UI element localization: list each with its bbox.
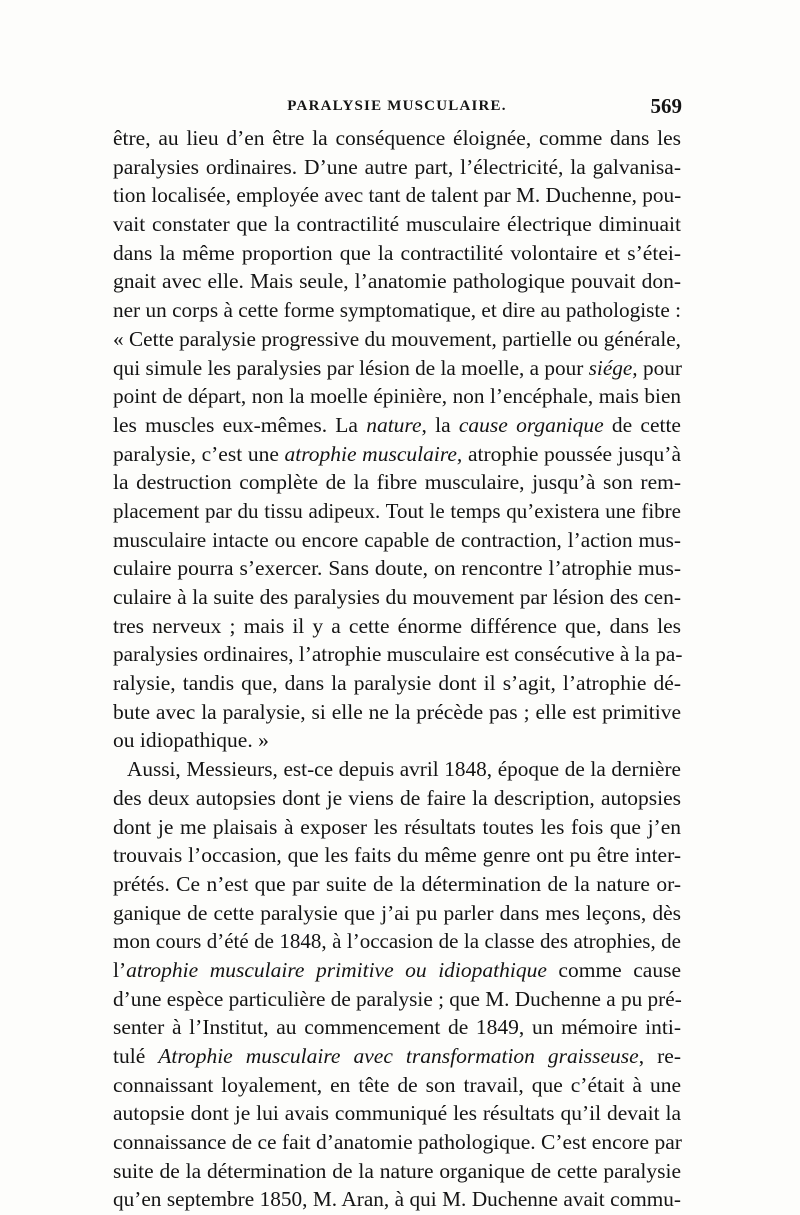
text-segment: connaissant loyalement, en tête de son travail, que c’était à une <box>113 1072 681 1097</box>
text-segment: tulé <box>113 1044 159 1068</box>
text-line <box>113 124 681 153</box>
text-line <box>113 640 681 669</box>
text-segment: mon cours d’été de 1848, à l’occasion de la classe des atrophies, de <box>113 929 681 954</box>
text-line <box>113 296 681 325</box>
text-segment: tres nerveux ; mais il y a cette énorme différence que, dans les <box>113 613 681 638</box>
text-segment: , re- <box>638 1044 681 1068</box>
text-line <box>113 870 681 899</box>
text-segment: bute avec la paralysie, si elle ne la précède pas ; elle est primitive <box>113 699 681 724</box>
text-line <box>113 325 681 354</box>
text-segment: ner un corps à cette forme symptomatique, et dire au pathologiste : <box>113 298 681 323</box>
text-segment: connaissance de ce fait d’anatomie pathologique. C’est encore par <box>113 1130 682 1155</box>
text-segment: culaire à la suite des paralysies du mouvement par lésion des cen- <box>113 585 681 609</box>
running-title: PARALYSIE MUSCULAIRE. <box>287 98 507 114</box>
text-segment: senter à l’Institut, au commencement de 1849, un mémoire inti- <box>113 1015 681 1040</box>
text-line <box>113 1128 681 1157</box>
text-segment: ganique de cette paralysie que j’ai pu parler dans mes leçons, dès <box>113 900 681 925</box>
text-segment: d’une espèce particulière de paralysie ; que M. Duchenne a pu pré- <box>113 986 682 1011</box>
text-segment: trouvais l’occasion, que les faits du même genre ont pu être inter- <box>113 843 681 868</box>
text-line <box>113 956 681 985</box>
italic-text: atrophie musculaire primitive ou idiopathique <box>126 957 547 982</box>
text-line <box>113 841 681 870</box>
text-segment: gnait avec elle. Mais seule, l’anatomie pathologique pouvait don- <box>113 269 681 294</box>
text-segment: placement par du tissu adipeux. Tout le temps qu’existera une fibre <box>113 498 681 523</box>
text-segment: dans la même proportion que la contractilité volontaire et s’étei- <box>113 240 681 265</box>
body-text <box>113 124 681 1214</box>
text-segment: les muscles eux-mêmes. La <box>113 412 367 437</box>
text-line <box>113 554 681 583</box>
text-line <box>113 354 681 383</box>
text-line <box>113 669 681 698</box>
page-header <box>112 92 682 122</box>
text-line <box>113 1099 681 1128</box>
text-segment: vait constater que la contractilité musculaire électrique diminuait <box>113 212 681 237</box>
text-line <box>113 440 681 469</box>
text-line <box>113 927 681 956</box>
text-segment: paralysie, c’est une <box>113 441 285 466</box>
text-segment: Aussi, Messieurs, est-ce depuis avril 1848, époque de la dernière <box>127 757 681 782</box>
text-line <box>113 726 681 755</box>
text-line <box>113 612 681 641</box>
text-line <box>113 784 681 813</box>
text-segment: autopsie dont je lui avais communiqué les résultats qu’il devait la <box>113 1101 681 1126</box>
text-line <box>113 526 681 555</box>
text-segment: ralysie, tandis que, dans la paralysie dont il s’agit, l’atrophie dé- <box>113 671 681 696</box>
text-segment: ou idiopathique. » <box>113 728 269 753</box>
text-segment: musculaire intacte ou encore capable de contraction, l’action mus- <box>113 527 681 552</box>
text-segment: être, au lieu d’en être la conséquence éloignée, comme dans les <box>113 126 681 150</box>
page-number: 569 <box>650 94 682 118</box>
text-segment: comme cause <box>546 957 681 982</box>
text-segment: « Cette paralysie progressive du mouvement, partielle ou générale, <box>113 326 681 351</box>
italic-text: cause organique <box>458 412 604 437</box>
text-line <box>113 239 681 268</box>
text-line <box>113 985 681 1014</box>
text-segment: prétés. Ce n’est que par suite de la détermination de la nature or- <box>113 871 681 896</box>
text-line <box>113 267 681 296</box>
italic-text: atrophie musculaire, <box>284 441 463 466</box>
text-line <box>113 1071 681 1100</box>
italic-text: nature <box>366 412 422 437</box>
text-line <box>113 1042 681 1071</box>
text-line <box>113 899 681 928</box>
text-segment: qu’en septembre 1850, M. Aran, à qui M. Duchenne avait commu- <box>113 1187 681 1212</box>
text-segment: la destruction complète de la fibre musculaire, jusqu’à son rem- <box>113 470 681 495</box>
text-line <box>113 698 681 727</box>
text-segment: dont je me plaisais à exposer les résultats toutes les fois que j’en <box>113 814 681 839</box>
text-line <box>113 497 681 526</box>
text-segment: atrophie poussée jusqu’à <box>462 441 681 466</box>
text-segment: suite de la détermination de la nature organique de cette paralysie <box>113 1158 681 1183</box>
text-line <box>113 755 681 784</box>
text-segment: de cette <box>603 412 681 437</box>
text-segment: , la <box>421 412 459 437</box>
text-line <box>113 813 681 842</box>
text-segment: point de départ, non la moelle épinière, non l’encéphale, mais bien <box>113 384 681 409</box>
text-segment: paralysies ordinaires, l’atrophie musculaire est consécutive à la pa- <box>113 642 683 667</box>
italic-text: Atrophie musculaire avec transformation graisseuse <box>158 1044 639 1068</box>
text-line <box>113 583 681 612</box>
text-line <box>113 153 681 182</box>
text-line <box>113 411 681 440</box>
text-line <box>113 210 681 239</box>
text-segment: des deux autopsies dont je viens de faire la description, autopsies <box>113 785 681 810</box>
text-line <box>113 382 681 411</box>
text-segment: l’ <box>113 957 127 982</box>
text-line <box>113 1185 681 1214</box>
text-line <box>113 468 681 497</box>
text-segment: culaire pourra s’exercer. Sans doute, on rencontre l’atrophie mus- <box>113 556 681 581</box>
text-segment: paralysies ordinaires. D’une autre part, l’électricité, la galvanisa- <box>113 154 681 179</box>
text-line <box>113 181 681 210</box>
text-segment: tion localisée, employée avec tant de talent par M. Duchenne, pou- <box>113 183 682 208</box>
text-line <box>113 1013 681 1042</box>
text-segment: pour <box>637 355 682 380</box>
italic-text: siége, <box>588 355 638 380</box>
text-line <box>113 1157 681 1186</box>
text-segment: qui simule les paralysies par lésion de la moelle, a pour <box>113 355 589 380</box>
